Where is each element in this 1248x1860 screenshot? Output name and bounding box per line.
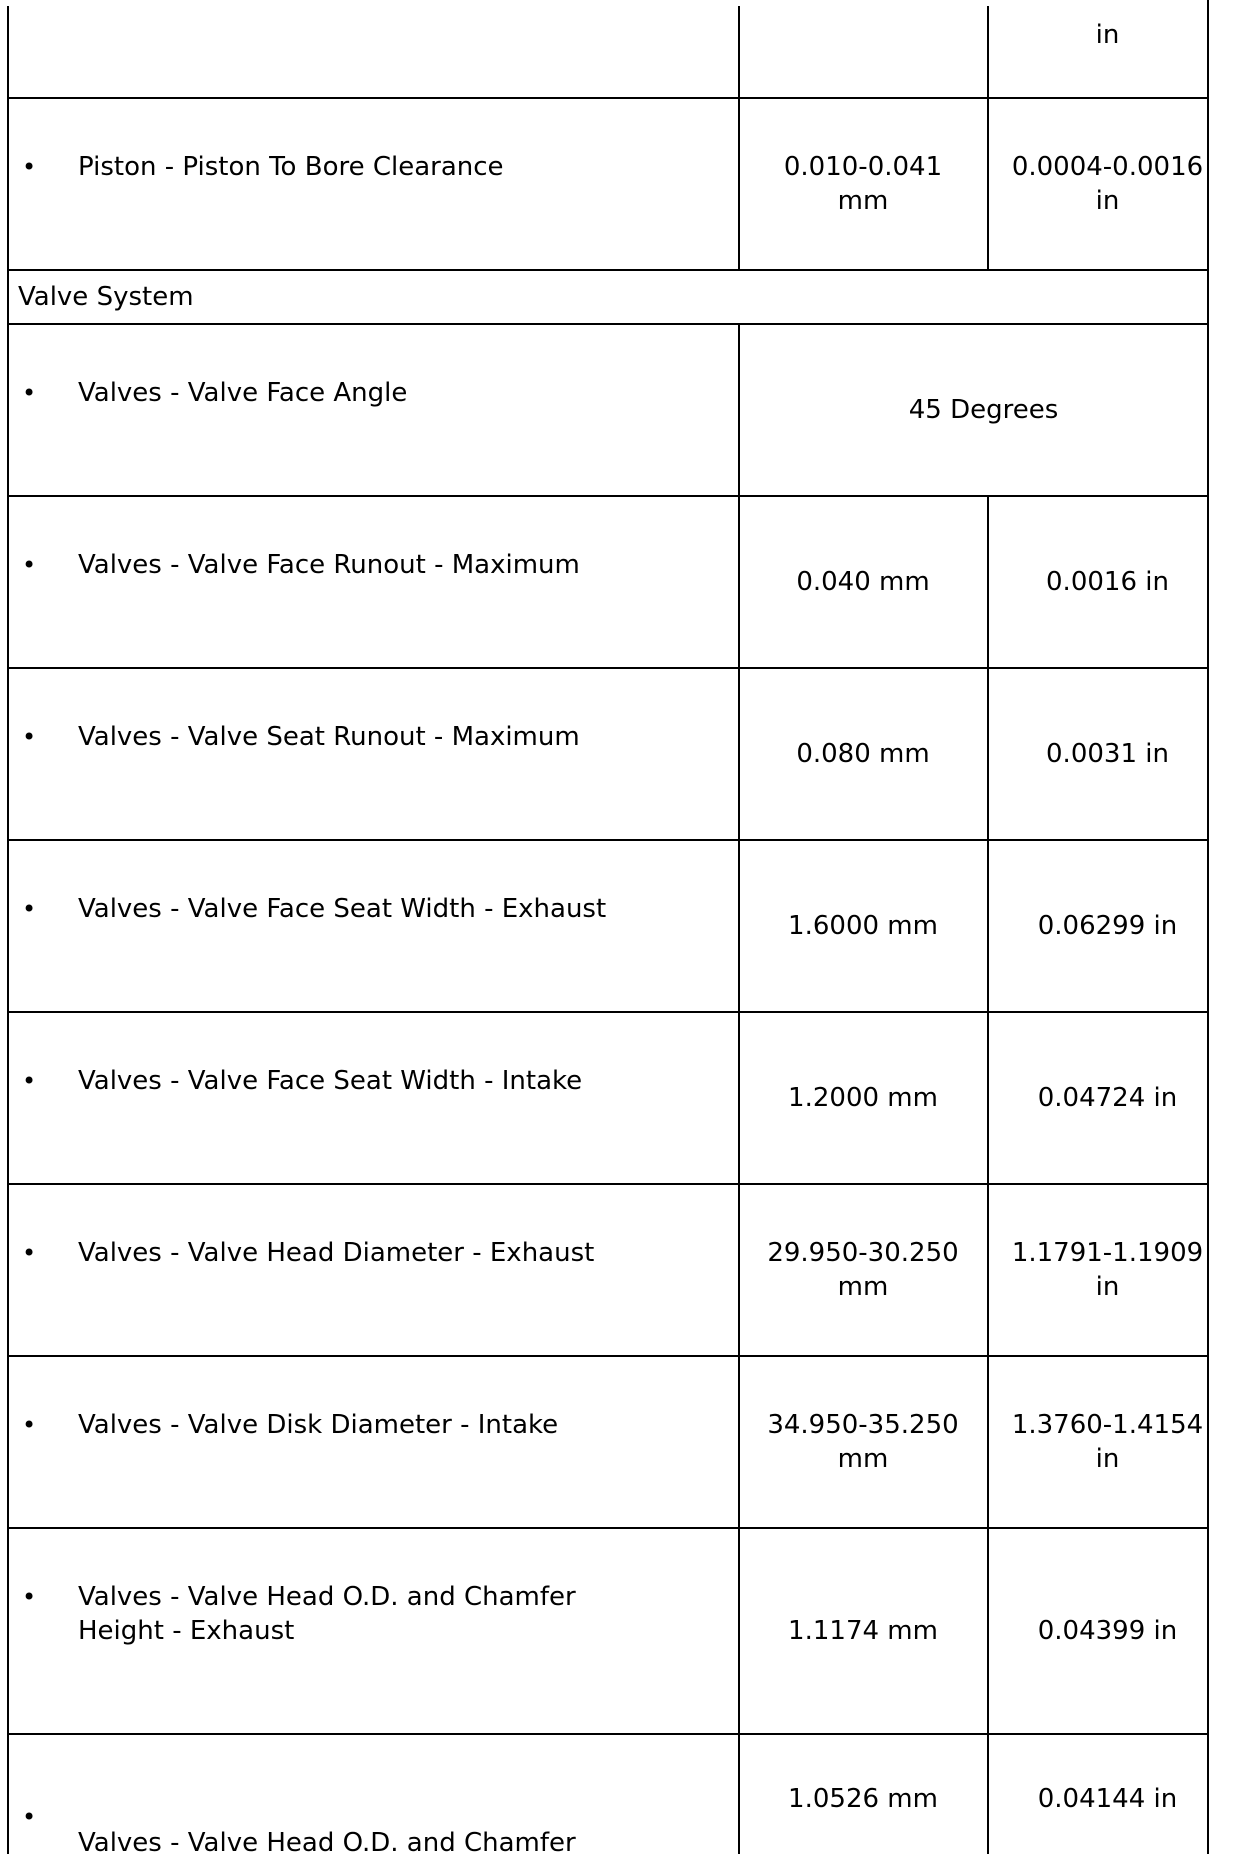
bullet-icon: • (22, 895, 37, 923)
imperial-value-cell (987, 668, 1228, 840)
row-divider (7, 1527, 1209, 1529)
table-row (8, 668, 1208, 840)
imperial-value: 0.0031 in (1046, 739, 1169, 769)
spec-label: Piston - Piston To Bore Clearance (78, 152, 504, 182)
spec-label: Valves - Valve Face Runout - Maximum (78, 550, 580, 580)
metric-value-cell (739, 1734, 987, 1854)
metric-value: 0.010-0.041 mm (783, 152, 943, 216)
table-row-partial-top (8, 0, 1208, 98)
imperial-value-cell (987, 1184, 1228, 1356)
label-cell (8, 1184, 739, 1356)
table-row (8, 840, 1208, 1012)
bullet-icon: • (22, 153, 37, 181)
metric-value: 1.1174 mm (788, 1616, 938, 1646)
label-cell (8, 1356, 739, 1528)
imperial-value-cell (987, 1012, 1228, 1184)
row-divider (7, 667, 1209, 669)
bullet-icon: • (22, 551, 37, 579)
label-cell (8, 496, 739, 668)
label-cell (8, 840, 739, 1012)
bullet-icon: • (22, 1239, 37, 1267)
bullet-icon: • (22, 1583, 37, 1611)
metric-value: 1.2000 mm (788, 1083, 938, 1113)
table-row-valve-face-angle (8, 324, 1208, 496)
spec-label: Valves - Valve Head O.D. and Chamfer Height - Exhaust (78, 1582, 576, 1646)
imperial-value-cell (987, 1528, 1228, 1734)
imperial-value: 1.1791-1.1909 in (1011, 1238, 1204, 1302)
table-row (8, 1184, 1208, 1356)
column-divider (987, 496, 989, 1854)
spec-label: Valves - Valve Face Seat Width - Exhaust (78, 894, 607, 924)
section-header-row (8, 270, 1208, 324)
imperial-value: 1.3760-1.4154 in (1011, 1410, 1204, 1474)
bullet-icon: • (22, 723, 37, 751)
imperial-value-cell (987, 1734, 1228, 1854)
imperial-value: 0.06299 in (1037, 911, 1178, 941)
bullet-icon: • (22, 1411, 37, 1439)
column-divider (738, 324, 740, 1854)
table-row (8, 1356, 1208, 1528)
metric-value-cell (739, 1012, 987, 1184)
row-divider (7, 839, 1209, 841)
table-row (8, 1528, 1208, 1734)
spec-label: Valves - Valve Disk Diameter - Intake (78, 1410, 559, 1440)
metric-value: 0.080 mm (796, 739, 930, 769)
imperial-value: 0.0016 in (1046, 567, 1169, 597)
imperial-value: 0.04144 in (1037, 1784, 1178, 1814)
imperial-value: 0.0004-0.0016 in (1011, 152, 1204, 216)
row-divider (7, 1011, 1209, 1013)
bullet-icon: • (22, 1067, 37, 1095)
spec-label: Valves - Valve Head O.D. and Chamfer (78, 1828, 576, 1858)
table-border-left (7, 6, 9, 1854)
metric-value-cell (739, 1356, 987, 1528)
spec-label: Valves - Valve Seat Runout - Maximum (78, 722, 580, 752)
table-row (8, 496, 1208, 668)
imperial-value-cell (987, 1356, 1228, 1528)
combined-value-cell (739, 324, 1228, 496)
section-title: Valve System (18, 282, 194, 312)
row-divider (7, 269, 1209, 271)
metric-value-cell (739, 1184, 987, 1356)
column-divider (987, 6, 989, 270)
imperial-value: 0.04399 in (1037, 1616, 1178, 1646)
label-cell (8, 0, 739, 98)
label-cell (8, 1012, 739, 1184)
metric-value-cell (739, 98, 987, 270)
metric-value-cell (739, 840, 987, 1012)
combined-value: 45 Degrees (908, 395, 1059, 425)
row-divider (7, 1355, 1209, 1357)
metric-value-cell (739, 0, 987, 98)
metric-value-cell (739, 668, 987, 840)
spec-label: Valves - Valve Head Diameter - Exhaust (78, 1238, 595, 1268)
table-row-piston-clearance (8, 98, 1208, 270)
row-divider (7, 97, 1209, 99)
label-cell (8, 324, 739, 496)
row-divider (7, 1733, 1209, 1735)
imperial-value-cell (987, 98, 1228, 270)
label-cell (8, 1528, 739, 1734)
metric-value: 29.950-30.250 mm (767, 1238, 959, 1302)
column-divider (738, 6, 740, 270)
row-divider (7, 495, 1209, 497)
metric-value: 1.6000 mm (788, 911, 938, 941)
bullet-icon: • (22, 1803, 37, 1831)
label-cell (8, 98, 739, 270)
imperial-value-cell (987, 496, 1228, 668)
label-cell (8, 668, 739, 840)
metric-value-cell (739, 496, 987, 668)
metric-value: 34.950-35.250 mm (767, 1410, 959, 1474)
imperial-value: in (1095, 20, 1120, 50)
imperial-value-cell (987, 840, 1228, 1012)
metric-value: 0.040 mm (796, 567, 930, 597)
imperial-value-cell (987, 0, 1228, 98)
label-cell (8, 1734, 739, 1858)
table-row-partial-bottom (8, 1734, 1208, 1858)
metric-value: 1.0526 mm (788, 1784, 938, 1814)
spec-label: Valves - Valve Face Angle (78, 378, 408, 408)
bullet-icon: • (22, 379, 37, 407)
row-divider (7, 323, 1209, 325)
spec-label: Valves - Valve Face Seat Width - Intake (78, 1066, 583, 1096)
row-divider (7, 1183, 1209, 1185)
metric-value-cell (739, 1528, 987, 1734)
table-row (8, 1012, 1208, 1184)
imperial-value: 0.04724 in (1037, 1083, 1178, 1113)
table-border-right (1207, 0, 1209, 1854)
